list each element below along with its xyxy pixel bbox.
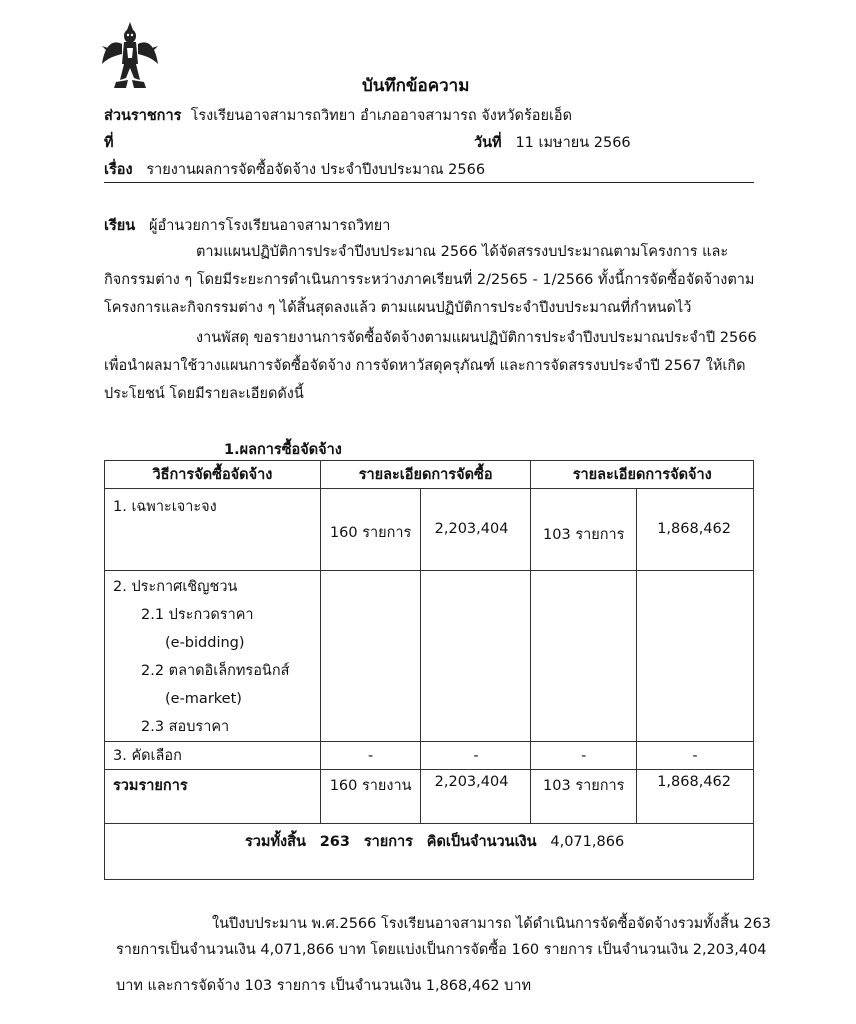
salutation-value: ผู้อำนวยการโรงเรียนอาจสามารถวิทยา — [148, 218, 391, 234]
grand-total-label: รวมทั้งสิ้น — [245, 834, 306, 850]
para1-line2: กิจกรรมต่าง ๆ โดยมีระยะการดำเนินการระหว่างภาคเรียนที่ 2/2565 - 1/2566 ทั้งนี้การจัดซื้อจัดจ้างตาม — [104, 272, 755, 288]
total-label: รวมรายการ — [105, 770, 321, 824]
summary-line1: ในปีงบประมาน พ.ศ.2566 โรงเรียนอาจสามารถ ได้ดำเนินการจัดซื้อจัดจ้างรวมทั้งสิ้น 263 — [212, 916, 772, 932]
header-divider — [104, 182, 754, 183]
invite-sub2: 2.2 ตลาดอิเล็กทรอนิกส์ — [141, 663, 290, 679]
invite-sub2b: (e-market) — [165, 691, 242, 707]
table-row-select — [105, 742, 754, 770]
invite-sub3: 2.3 สอบราคา — [141, 719, 230, 735]
summary-line2: รายการเป็นจำนวนเงิน 4,071,866 บาท โดยแบ่งเป็นการจัดซื้อ 160 รายการ เป็นจำนวนเงิน 2,203,404 — [116, 942, 767, 958]
header-purchase: รายละเอียดการจัดซื้อ — [320, 461, 531, 489]
para1-line3: โครงการและกิจกรรมต่าง ๆ ได้สิ้นสุดลงแล้ว ตามแผนปฏิบัติการประจำปีงบประมาณที่กำหนดไว้ — [104, 300, 692, 316]
invite-cell — [105, 571, 321, 742]
summary-line3: บาท และการจัดจ้าง 103 รายการ เป็นจำนวนเงิน 1,868,462 บาท — [116, 978, 532, 994]
para2-line3: ประโยชน์ โดยมีรายละเอียดดังนี้ — [104, 386, 304, 402]
table-row-total — [105, 770, 754, 824]
invite-sub1: 2.1 ประกวดราคา — [141, 607, 254, 623]
header-method: วิธีการจัดซื้อจัดจ้าง — [105, 461, 321, 489]
para2-line2: เพื่อนำผลมาใช้วางแผนการจัดซื้อจัดจ้าง การจัดหาวัสดุครุภัณฑ์ และการจัดสรรงบประจำปี 2567 ให้เกิด — [104, 358, 746, 374]
subject-value: รายงานผลการจัดซื้อจัดจ้าง ประจำปีงบประมาณ 2566 — [146, 162, 486, 178]
garuda-emblem-icon — [100, 20, 160, 92]
procurement-table — [104, 460, 754, 880]
date-line — [474, 131, 631, 154]
total-hire-count: 103 รายการ — [531, 770, 637, 824]
department-value: โรงเรียนอาจสามารถวิทยา อำเภออาจสามารถ จังหวัดร้อยเอ็ด — [190, 108, 573, 124]
table-row-specific — [105, 489, 754, 571]
table-row-invite — [105, 571, 754, 742]
specific-buy-amount: 2,203,404 — [421, 489, 531, 571]
invite-label: 2. ประกาศเชิญชวน — [113, 579, 238, 595]
memo-title: บันทึกข้อความ — [362, 76, 470, 96]
subject-label: เรื่อง — [104, 162, 133, 178]
date-label: วันที่ — [474, 135, 502, 151]
specific-label: 1. เฉพาะเจาะจง — [105, 489, 321, 571]
specific-hire-count: 103 รายการ — [531, 489, 637, 571]
select-label: 3. คัดเลือก — [105, 742, 321, 770]
grand-total-unit: รายการ — [363, 834, 413, 850]
para2-line1: งานพัสดุ ขอรายงานการจัดซื้อจัดจ้างตามแผนปฏิบัติการประจำปีงบประมาณประจำปี 2566 — [196, 330, 757, 346]
select-dash: - — [637, 742, 754, 770]
specific-hire-amount: 1,868,462 — [637, 489, 754, 571]
para1-line1: ตามแผนปฏิบัติการประจำปีงบประมาณ 2566 ได้จัดสรรงบประมาณตามโครงการ และ — [196, 244, 729, 260]
invite-sub1b: (e-bidding) — [165, 635, 245, 651]
table-header-row — [105, 461, 754, 489]
department-label: ส่วนราชการ — [104, 108, 182, 124]
total-buy-amount: 2,203,404 — [421, 770, 531, 824]
select-dash: - — [421, 742, 531, 770]
grand-total-amount-label: คิดเป็นจำนวนเงิน — [426, 834, 537, 850]
subject-line — [104, 158, 485, 181]
specific-buy-count: 160 รายการ — [320, 489, 421, 571]
reference-label: ที่ — [104, 135, 114, 151]
salutation-label: เรียน — [104, 218, 136, 234]
grand-total-amount: 4,071,866 — [550, 834, 625, 850]
grand-total-cell — [105, 824, 754, 880]
table-row-grand-total — [105, 824, 754, 880]
select-dash: - — [320, 742, 421, 770]
date-value: 11 เมษายน 2566 — [515, 135, 631, 151]
department-line — [104, 104, 572, 127]
grand-total-count: 263 — [319, 834, 350, 850]
total-hire-amount: 1,868,462 — [637, 770, 754, 824]
header-hire: รายละเอียดการจัดจ้าง — [531, 461, 754, 489]
section-title: 1.ผลการซื้อจัดจ้าง — [224, 442, 342, 458]
select-dash: - — [531, 742, 637, 770]
total-buy-count: 160 รายงาน — [320, 770, 421, 824]
salutation — [104, 214, 390, 237]
